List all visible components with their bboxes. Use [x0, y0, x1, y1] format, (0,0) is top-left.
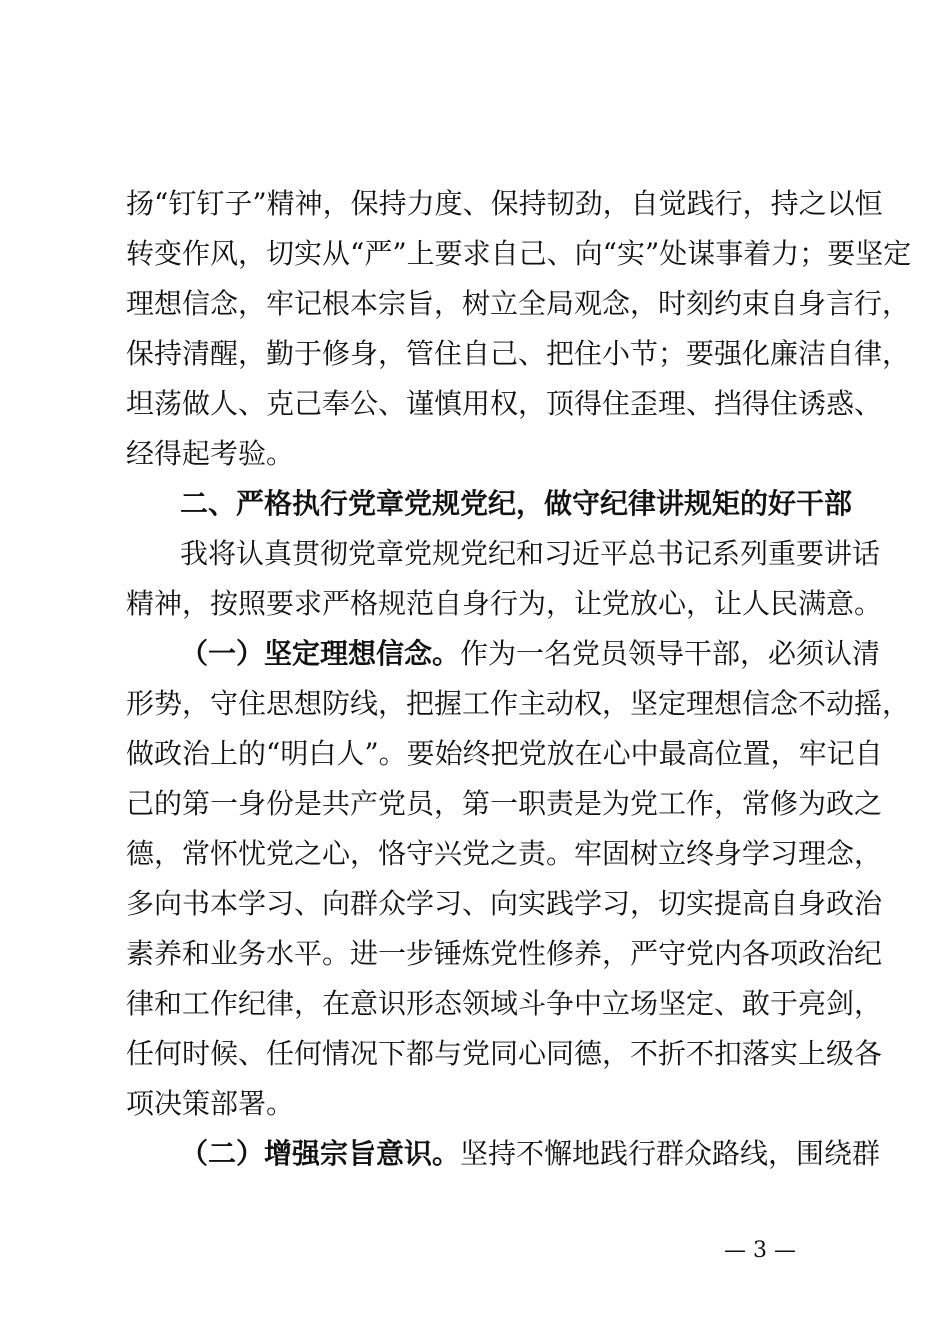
- paragraph-line: 我将认真贯彻党章党规党纪和习近平总书记系列重要讲话: [180, 537, 881, 570]
- page-number: — 3 —: [724, 1238, 796, 1263]
- paragraph-line: 项决策部署。: [126, 1087, 295, 1120]
- paragraph-line: 保持清醒，勤于修身，管住自己、把住小节；要强化廉洁自律，: [126, 337, 911, 370]
- subsection-first-line: [180, 1129, 881, 1179]
- paragraph-line: 做政治上的“明白人”。要始终把党放在心中最高位置，牢记自: [126, 737, 883, 770]
- subsection-text: 作为一名党员领导干部，必须认清: [460, 637, 881, 670]
- subsection-title: （一）坚定理想信念。: [180, 637, 461, 670]
- paragraph-line: 扬“钉钉子”精神，保持力度、保持韧劲，自觉践行，持之以恒: [126, 187, 883, 220]
- paragraph-line: 素养和业务水平。进一步锤炼党性修养，严守党内各项政治纪: [126, 937, 883, 970]
- paragraph-line: 己的第一身份是共产党员，第一职责是为党工作，常修为政之: [126, 787, 883, 820]
- paragraph-line: 任何时候、任何情况下都与党同心同德，不折不扣落实上级各: [126, 1037, 883, 1070]
- paragraph-line: 德，常怀忧党之心，恪守兴党之责。牢固树立终身学习理念，: [126, 837, 883, 870]
- section-heading: 二、严格执行党章党规党纪，做守纪律讲规矩的好干部: [180, 487, 853, 520]
- paragraph-line: 理想信念，牢记根本宗旨，树立全局观念，时刻约束自身言行，: [126, 287, 911, 320]
- subsection-text: 坚持不懈地践行群众路线，围绕群: [460, 1137, 881, 1170]
- paragraph-line: 律和工作纪律，在意识形态领域斗争中立场坚定、敢于亮剑，: [126, 987, 883, 1020]
- paragraph-line: 经得起考验。: [126, 437, 295, 470]
- paragraph-line: 坦荡做人、克己奉公、谨慎用权，顶得住歪理、挡得住诱惑、: [126, 387, 883, 420]
- paragraph-line: 多向书本学习、向群众学习、向实践学习，切实提高自身政治: [126, 887, 883, 920]
- paragraph-line: 转变作风，切实从“严”上要求自己、向“实”处谋事着力；要坚定: [126, 237, 912, 270]
- paragraph-line: 精神，按照要求严格规范自身行为，让党放心，让人民满意。: [126, 587, 883, 620]
- subsection-first-line: [180, 629, 881, 679]
- subsection-title: （二）增强宗旨意识。: [180, 1137, 461, 1170]
- paragraph-line: 形势，守住思想防线，把握工作主动权，坚定理想信念不动摇，: [126, 687, 911, 720]
